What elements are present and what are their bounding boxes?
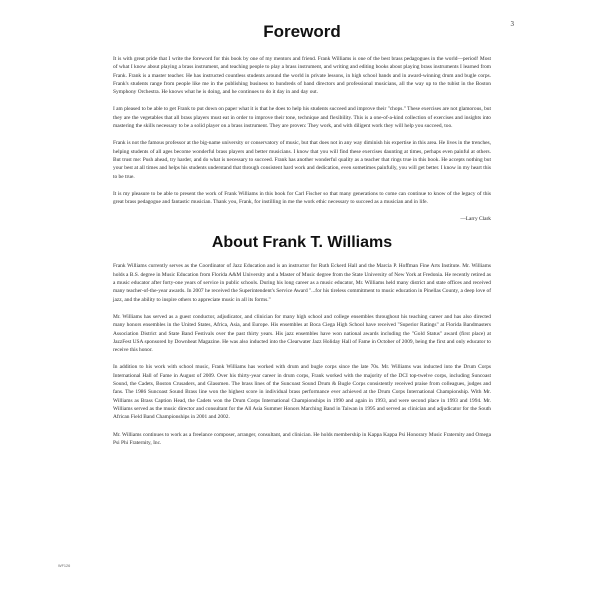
foreword-paragraph-1: It is with great pride that I write the foreword for this book by one of my mentors and friend. Frank Williams is one of the best brass pedagogues in the world—period! Most of what I know about playing a brass instrument, and teaching people to play a brass instrument, and writing and editing books about playing brass instruments I learned from Frank. Frank is a master teacher. He has instructed countless students around the world in private lessons, in high school bands and in award-winning drum and bugle corps. Frank's students range from people like me in the publishing business to hundreds of band directors and professional musicians, all the way up to the tubist in the Boston Symphony Orchestra. He knows what he is doing, and he continues to do it day in and day out.: [113, 56, 491, 96]
about-paragraph-2: Mr. Williams has served as a guest conductor, adjudicator, and clinician for many high school and college ensembles throughout his teaching career and has also directed many honors ensembles in the United States, Africa, Asia, and Europe. His ensembles at Boca Ciega High School have received "Superior Ratings" at Florida Bandmasters Association District and State Band Festivals over the past thirty years. His jazz ensembles have won national awards including the "Gold Status" award (first place) at JazzFest USA sponsored by Downbeat Magazine. He was also inducted into the Clearwater Jazz Holiday Hall of Fame in October of 2009, being the first and only educator to receive this honor.: [113, 313, 491, 354]
about-paragraph-3: In addition to his work with school music, Frank Williams has worked with drum and bugle corps since the late 70s. Mr. Williams was inducted into the Drum Corps International Hall of Fame in August of 2009. Over his thirty-year career in drum corps, Frank worked with the majority of the DCI top-twelve corps, including Suncoast Sound, the Cadets, Boston Crusaders, and Glassmen. The brass lines of the Suncoast Sound Drum & Bugle Corps consistently received praise from colleagues, judges and fans. The 1986 Suncoast Sound Brass line won the highest score in individual brass performance ever achieved at the Drum Corps International Championship. With Mr. Williams as Brass Caption Head, the Cadets won the Drum Corps International Championships in 1990 and again in 1993, and were second place in 1993 and 1994. Mr. Williams served as the music director and consultant for the All Asia Summer Honors Marching Band in Taiwan in 1995 and served as clinician and adjudicator for the South African Field Band Championships in 2001 and 2002.: [113, 364, 491, 421]
about-heading: About Frank T. Williams: [211, 234, 393, 252]
foreword-paragraph-3: Frank is not the famous professor at the big-name university or conservatory of music, but that does not in any way diminish his expertise in this area. He lives in the trenches, helping students of all ages become wonderful brass players and better musicians. I know that you will find these exercises daunting at times, perhaps even painful at others. But trust me: Push ahead, try harder, and do what is necessary to succeed. Frank has another wonderful quality as a teacher that rings true in this book. He accepts nothing but your best at all times and helps his students understand that through consistent hard work and dedication, even sometimes painfully, you will get better. I know in my heart this to be true.: [113, 140, 491, 180]
foreword-signature: —Larry Clark: [460, 216, 491, 223]
foreword-paragraph-4: It is my pleasure to be able to present the work of Frank Williams in this book for Carl Fischer so that many generations to come can continue to know of the legacy of this great brass pedagogue and fantastic musician. Thank you, Frank, for instilling in me the work ethic necessary to succeed as a musician and in life.: [113, 190, 491, 206]
foreword-paragraph-2: I am pleased to be able to get Frank to put down on paper what it is that he does to help his students succeed and improve their "chops." These exercises are not glamorous, but they are the vegetables that all brass players must eat in order to improve their tone, technique and flexibility. This is a one-of-a-kind collection of exercises and insights into mastering the skills necessary to be a solid player on a brass instrument. They are proven: They work, and with diligent work they will help you succeed, too.: [113, 106, 491, 130]
foreword-heading: Foreword: [263, 22, 341, 41]
about-paragraph-4: Mr. Williams continues to work as a freelance composer, arranger, consultant, and clinician. He holds membership in Kappa Kappa Psi Honorary Music Fraternity and Omega Psi Phi Fraternity, Inc.: [113, 431, 491, 446]
footer-code: WF126: [58, 564, 71, 568]
about-paragraph-1: Frank Williams currently serves as the Coordinator of Jazz Education and is an instructor for Ruth Eckerd Hall and the Marcia P. Hoffman Fine Arts Institute. Mr. Williams holds a B.S. degree in Music Education from Florida A&M University and a Master of Music degree from the State University of New York at Fredonia. He recently retired as a music educator after forty-one years of service in public schools. During his long career as a music educator, Mr. Williams held many district and state offices and received many teacher-of-the-year awards. In 2007 he received the Superintendent's Service Award "...for his tireless commitment to music education in Pinellas County, a deep love of jazz, and the ability to inspire others to appreciate music in all its forms.": [113, 263, 491, 303]
page-content: [113, 22, 491, 456]
page-number: 3: [510, 20, 514, 28]
